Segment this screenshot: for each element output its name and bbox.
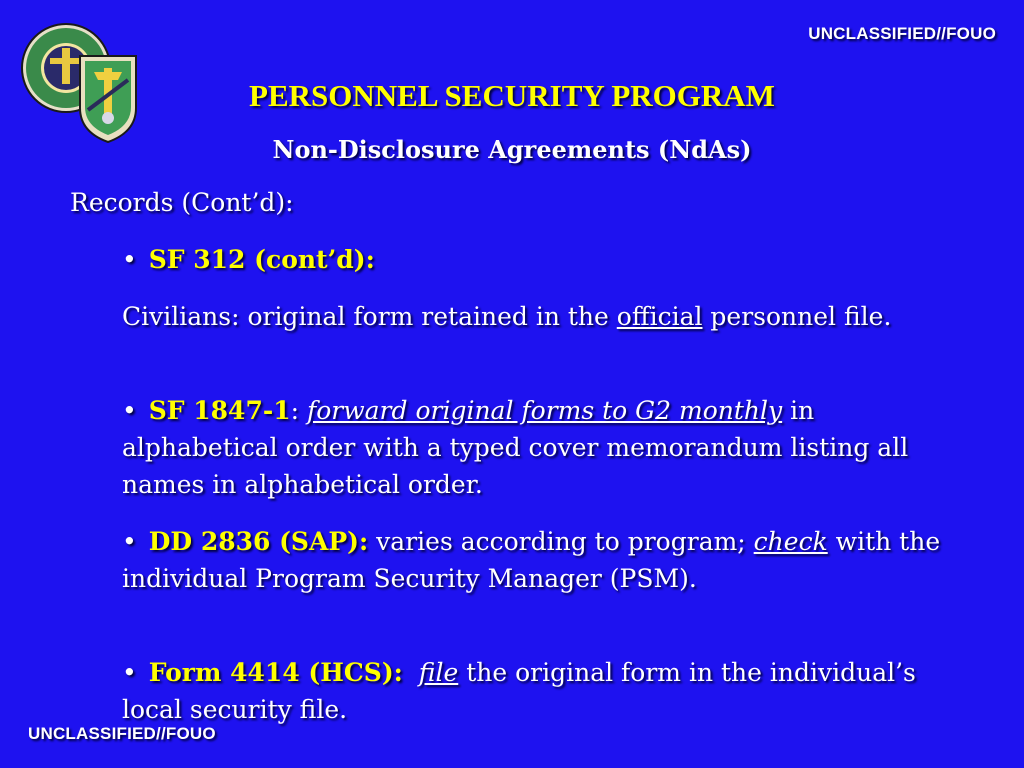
records-heading: Records (Cont’d): [70,188,294,217]
bullet-colon: : [290,396,307,425]
classification-banner-top: UNCLASSIFIED//FOUO [808,24,996,43]
bullet-emphasis: file [418,658,459,687]
bullet-symbol: • [122,396,137,425]
bullet-label: Form 4414 (HCS): [148,658,403,687]
civilians-paragraph [122,298,972,335]
bullet-label: DD 2836 (SAP): [148,527,369,556]
bullet-rest: the original form in the individual’s local security file. [122,658,916,724]
bullet-sf312 [122,241,972,278]
bullet-form4414 [122,654,972,728]
bullet-symbol: • [122,527,137,556]
classification-banner-bottom: UNCLASSIFIED//FOUO [28,724,216,743]
bullet-symbol: • [122,658,137,687]
bullet-emphasis: forward original forms to G2 monthly [306,396,783,425]
bullet-rest: with the individual Program Security Manager (PSM). [122,527,941,593]
bullet-dd2836 [122,523,972,597]
bullet-label: SF 1847-1 [148,396,291,425]
bullet-sf1847 [122,392,972,503]
civilians-rest: personnel file. [702,302,892,331]
civilians-underlined: official [616,302,703,331]
bullet-symbol: • [122,245,137,274]
bullet-emphasis: check [753,527,828,556]
civilians-text: Civilians: original form retained in the [122,302,617,331]
slide-subtitle: Non-Disclosure Agreements (NdAs) [272,135,752,164]
bullet-label: SF 312 (cont’d): [148,245,375,274]
slide-title: PERSONNEL SECURITY PROGRAM [249,78,775,113]
bullet-text: varies according to program; [368,527,754,556]
bullet-rest: in alphabetical order with a typed cover memorandum listing all names in alphabetical order. [122,396,909,499]
